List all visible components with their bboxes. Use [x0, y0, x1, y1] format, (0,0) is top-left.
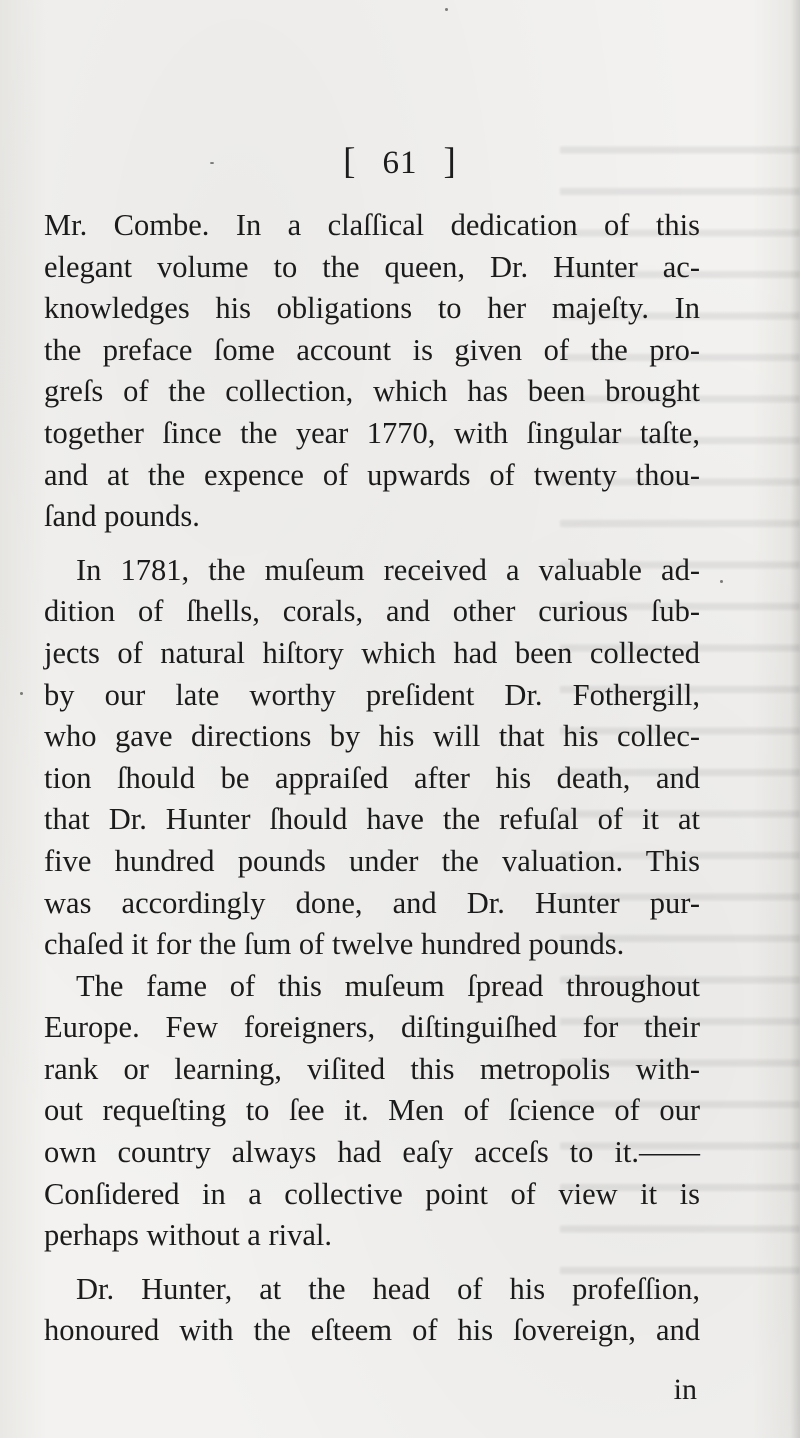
text-line: honoured with the eſteem of his ſovereign, and — [44, 1313, 700, 1348]
text-line: and at the expence of upwards of twenty thou- — [44, 457, 700, 492]
text-line: Europe. Few foreigners, diſtinguiſhed for their — [44, 1010, 700, 1045]
text-line: greſs of the collection, which has been brought — [44, 374, 700, 409]
text-line: by our late worthy preſident Dr. Fothergill, — [44, 677, 701, 712]
body-text — [44, 205, 700, 1352]
text-line: knowledges his obligations to her majeſty. In — [44, 291, 701, 326]
left-bracket: [ — [343, 141, 357, 182]
text-line: Conſidered in a collective point of view it is — [44, 1176, 700, 1211]
paragraph-3 — [44, 966, 700, 1257]
paragraph-2 — [44, 550, 700, 966]
page-number: 61 — [382, 145, 418, 181]
paper-speck — [720, 580, 723, 583]
text-line: out requeſting to ſee it. Men of ſcience of our — [44, 1093, 701, 1128]
text-line: Dr. Hunter, at the head of his profeſſion, — [76, 1271, 701, 1306]
text-line: together ſince the year 1770, with ſingular taſte, — [44, 415, 700, 450]
text-line: tion ſhould be appraiſed after his death, and — [44, 760, 700, 795]
text-line: ſand pounds. — [44, 499, 200, 534]
text-line: the preface ſome account is given of the pro- — [44, 332, 701, 367]
text-line: rank or learning, viſited this metropolis with- — [44, 1051, 701, 1086]
text-line: perhaps without a rival. — [44, 1218, 332, 1253]
page-header — [0, 140, 800, 183]
text-line: was accordingly done, and Dr. Hunter pur- — [44, 885, 701, 920]
text-line: own country always had eaſy acceſs to it.—— — [44, 1135, 700, 1170]
text-line: In 1781, the muſeum received a valuable ad- — [76, 552, 700, 587]
paragraph-1 — [44, 205, 700, 538]
paper-speck — [445, 8, 448, 11]
text-line: jects of natural hiſtory which had been collected — [44, 635, 700, 670]
page-edge-shadow — [790, 0, 800, 1438]
text-line: who gave directions by his will that his collec- — [44, 719, 701, 754]
catchword: in — [673, 1373, 697, 1406]
text-line: chaſed it for the ſum of twelve hundred pounds. — [44, 927, 625, 962]
text-line: elegant volume to the queen, Dr. Hunter ac- — [44, 249, 700, 284]
text-line: five hundred pounds under the valuation. This — [44, 843, 700, 878]
text-line: dition of ſhells, corals, and other curious ſub- — [44, 594, 700, 629]
text-line: The fame of this muſeum ſpread throughout — [76, 968, 700, 1003]
text-line: that Dr. Hunter ſhould have the refuſal of it at — [44, 802, 700, 837]
text-line: Mr. Combe. In a claſſical dedication of this — [44, 208, 700, 242]
paragraph-4 — [44, 1269, 700, 1352]
right-bracket: ] — [443, 141, 457, 182]
paper-speck — [20, 692, 23, 695]
